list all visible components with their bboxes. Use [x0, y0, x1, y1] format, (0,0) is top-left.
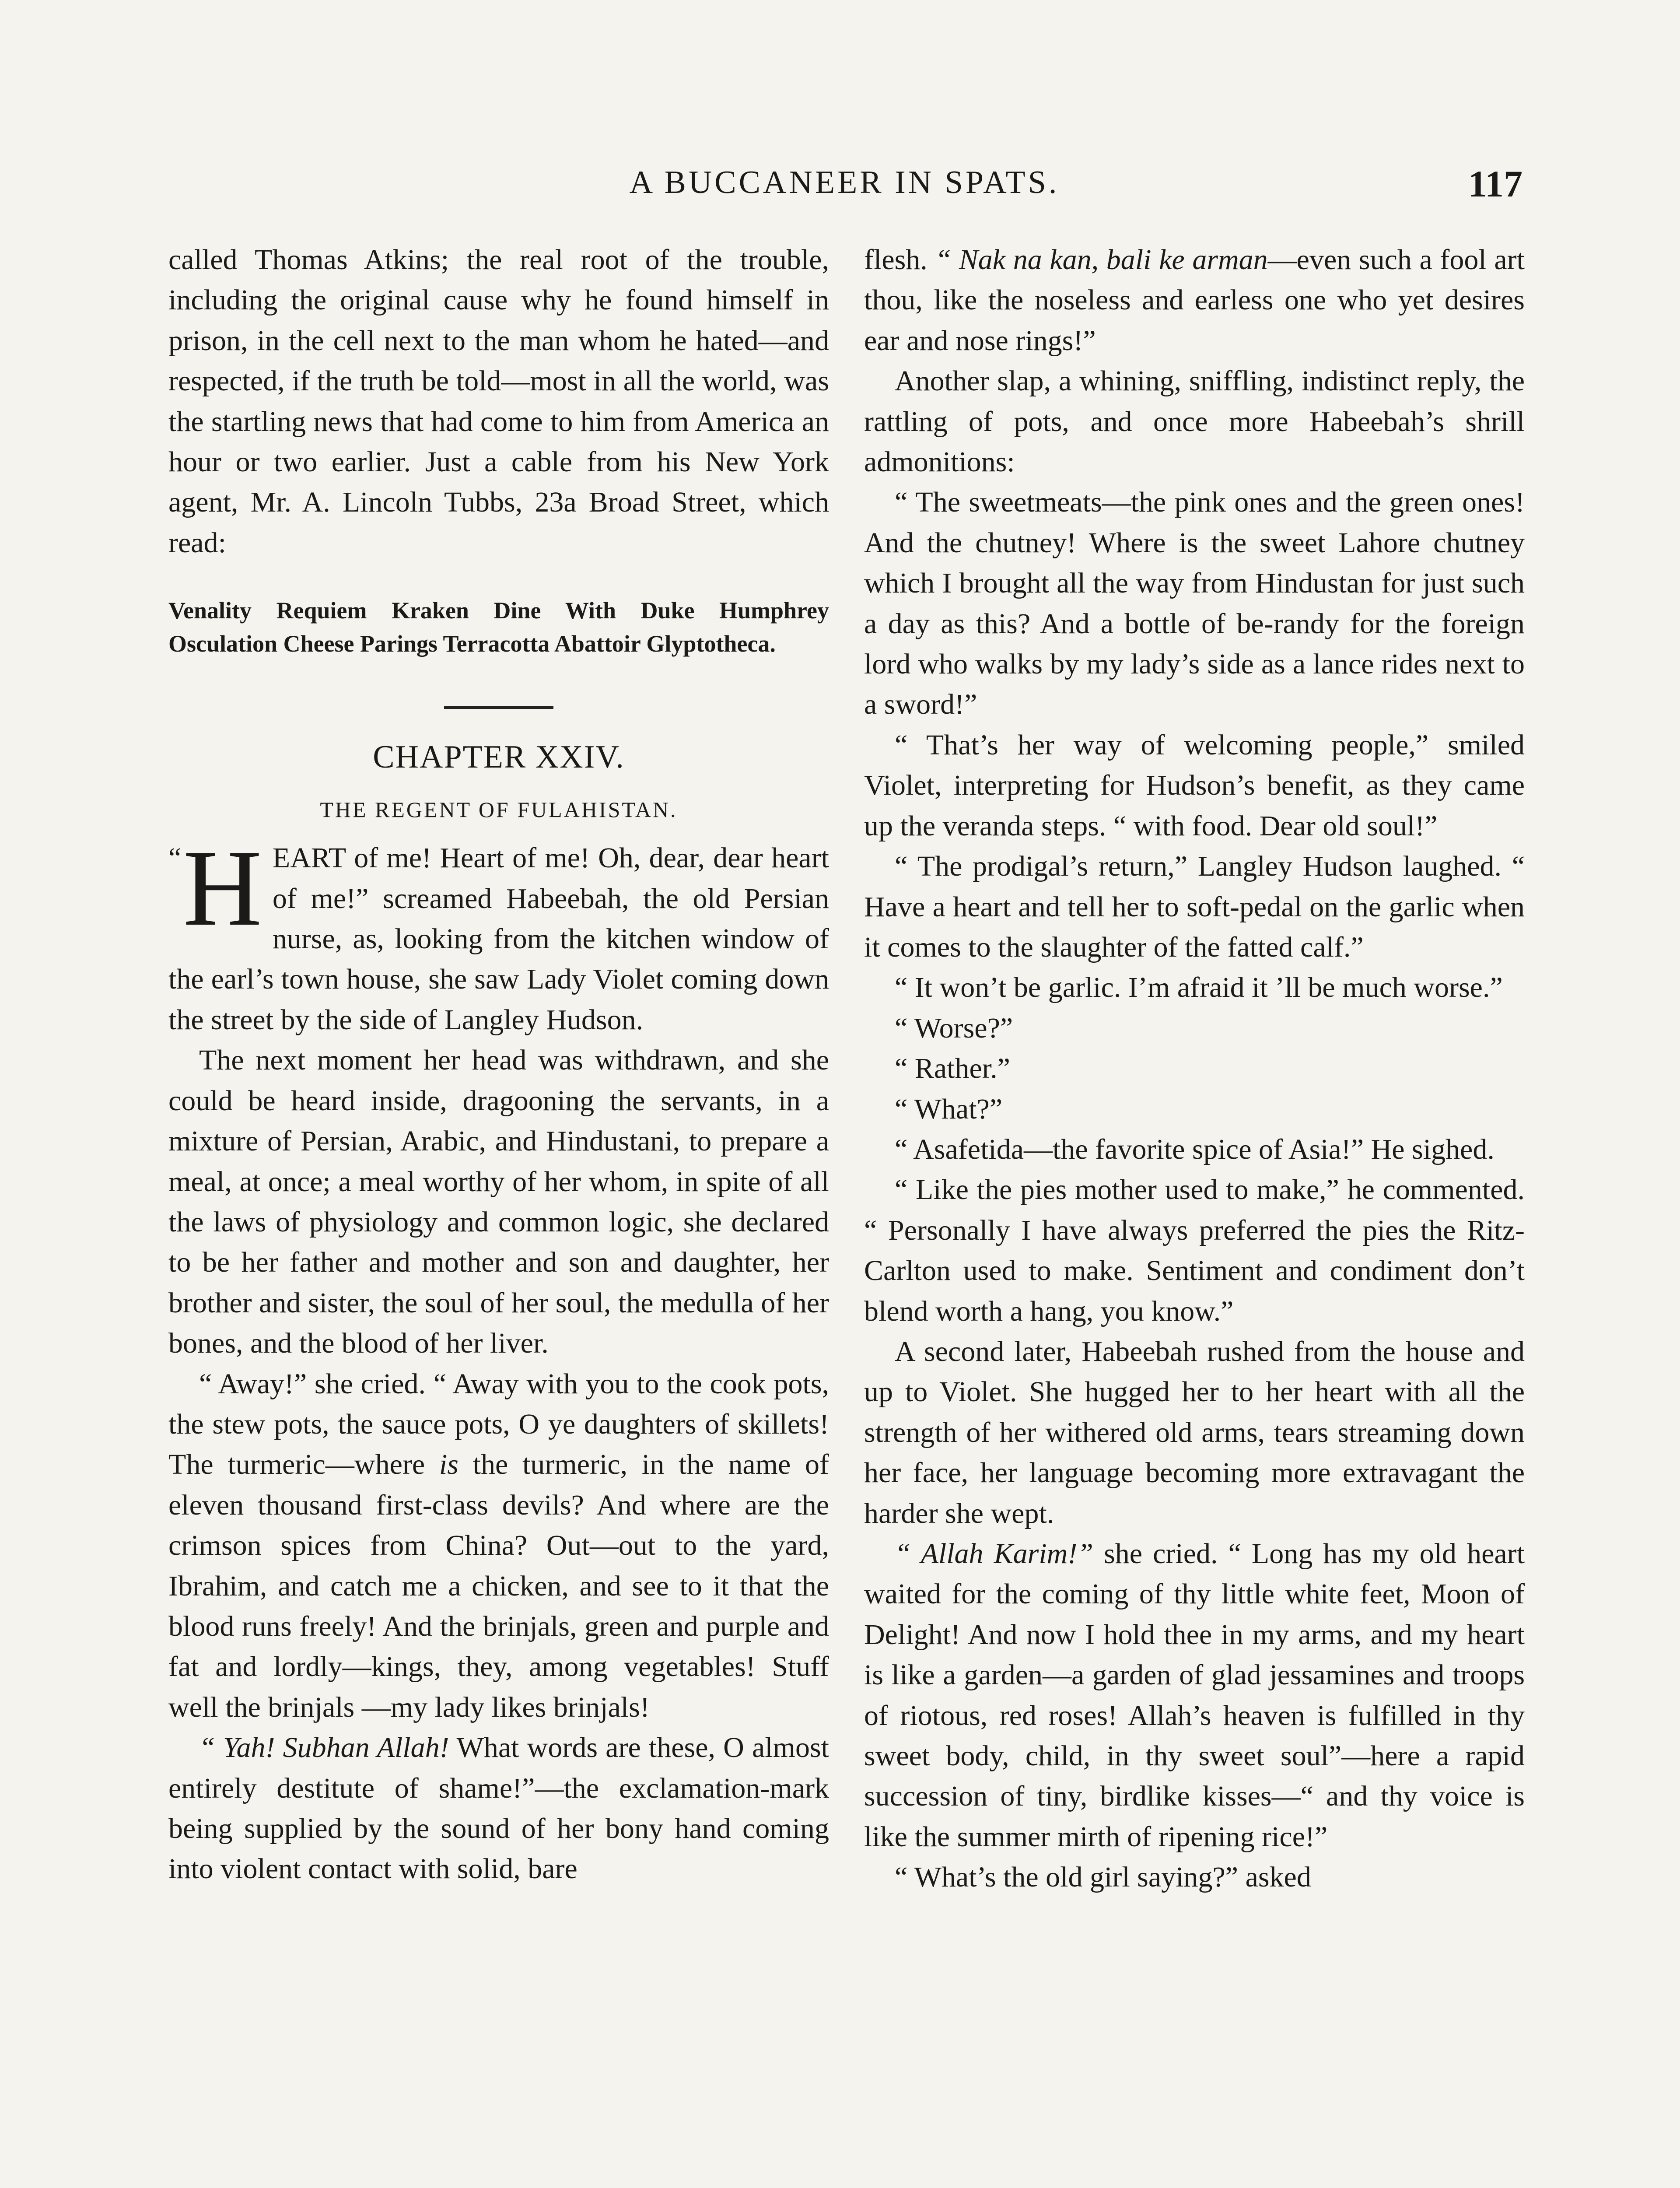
paragraph: “ The prodigal’s return,” Langley Hudson laughed. “ Have a heart and tell her to soft-pedal on the garlic when it comes to the slaughter of the fatted calf.”	[864, 850, 1525, 963]
page-number: 117	[1468, 163, 1522, 205]
paragraph: The next moment her head was withdrawn, and she could be heard inside, dragooning the servants, in a mixture of Persian, Arabic, and Hindustani, to prepare a meal, at once; a meal worthy of her whom, in spite of all the laws of physiology and common logic, she declared to be her father and mother and son and daughter, her brother and sister, the soul of her soul, the medulla of her bones, and the blood of her liver.	[168, 1044, 829, 1360]
paragraph-text: she cried. “ Long has my old heart waited for the coming of thy little white feet, Moon of Delight! And now I hold thee in my arms, and my heart is like a garden—a garden of glad jessamines and troops of riotous, red roses! Allah’s heaven is fulfilled in thy sweet body, child, in thy sweet soul”—here a rapid succession of tiny, birdlike kisses—“ and thy voice is like the summer mirth of ripening rice!”	[864, 1538, 1525, 1853]
running-title: A BUCCANEER IN SPATS.	[629, 165, 1060, 200]
section-divider	[444, 706, 553, 709]
italic-text: “ Nak na kan, bali ke arman	[935, 244, 1268, 276]
cable-text: Venality Requiem Kraken Dine With Duke Humphrey Osculation Cheese Parings Terracotta Abattoir Glyptotheca.	[168, 597, 829, 657]
paragraph-text: flesh.	[864, 244, 935, 276]
paragraph-text: What words are these, O almost entirely destitute of shame!”—the exclamation-mark being supplied by the sound of her bony hand coming into violent contact with solid, bare	[168, 1732, 829, 1885]
paragraph: “ Worse?”	[895, 1012, 1013, 1044]
paragraph: “ That’s her way of welcoming people,” smiled Violet, interpreting for Hudson’s benefit, as they came up the veranda steps. “ with food. Dear old soul!”	[864, 729, 1525, 842]
paragraph	[168, 1364, 829, 1728]
paragraph: “ Rather.”	[895, 1052, 1010, 1085]
paragraph-text: —even such a fool art thou, like the noseless and earless one who yet desires ear and nose rings!”	[864, 244, 1525, 357]
paragraph: “ What?”	[895, 1093, 1003, 1125]
paragraph: “ The sweetmeats—the pink ones and the green ones! And the chutney! Where is the sweet Lahore chutney which I brought all the way from Hindustan for just such a day as this? And a bottle of be-randy for the foreign lord who walks by my lady’s side as a lance rides next to a sword!”	[864, 486, 1525, 721]
opening-quote: “	[168, 842, 182, 874]
paragraph: A second later, Habeebah rushed from the house and up to Violet. She hugged her to her heart with all the strength of her withered old arms, tears streaming down her face, her language becoming more extravagant the harder she wept.	[864, 1335, 1525, 1529]
paragraph: “ Asafetida—the favorite spice of Asia!” He sighed.	[895, 1133, 1494, 1165]
paragraph-text: “ Away!” she cried. “ Away with you to the cook pots, the stew pots, the sauce pots, O ye daughters of skillets! The turmeric—where	[168, 1368, 829, 1481]
paragraph	[864, 240, 1525, 361]
drop-cap: H	[183, 828, 262, 949]
italic-text: “ Allah Karim!”	[895, 1538, 1094, 1570]
left-column	[168, 240, 829, 1890]
paragraph: “ Like the pies mother used to make,” he commented. “ Personally I have always preferred the pies the Ritz-Carlton used to make. Sentiment and condiment don’t blend worth a hang, you know.”	[864, 1174, 1525, 1327]
opening-paragraph-text: EART of me! Heart of me! Oh, dear, dear heart of me!” screamed Habeebah, the old Persian nurse, as, looking from the kitchen window of the earl’s town house, she saw Lady Violet coming down the street by the side of Langley Hudson.	[168, 842, 829, 1036]
italic-text: “ Yah! Subhan Allah!	[199, 1732, 449, 1764]
paragraph	[168, 1728, 829, 1890]
paragraph: “ It won’t be garlic. I’m afraid it ’ll be much worse.”	[895, 971, 1503, 1004]
paragraph	[864, 1534, 1525, 1857]
paragraph: called Thomas Atkins; the real root of the trouble, including the original cause why he found himself in prison, in the cell next to the man whom he hated—and respected, if the truth be told—most in all the world, was the startling news that had come to him from America an hour or two earlier. Just a cable from his New York agent, Mr. A. Lincoln Tubbs, 23a Broad Street, which read:	[168, 244, 829, 559]
page-header	[166, 162, 1522, 210]
right-column	[864, 240, 1525, 1898]
chapter-heading: CHAPTER XXIV.	[373, 739, 625, 775]
paragraph: Another slap, a whining, sniffling, indistinct reply, the rattling of pots, and once more Habeebah’s shrill admonitions:	[864, 365, 1525, 478]
paragraph: “ What’s the old girl saying?” asked	[895, 1861, 1311, 1893]
chapter-subtitle: THE REGENT OF FULAHISTAN.	[320, 797, 678, 822]
italic-text: is	[439, 1448, 458, 1481]
paragraph-text: the turmeric, in the name of eleven thousand first-class devils? And where are the crimson spices from China? Out—out to the yard, Ibrahim, and catch me a chicken, and see to it that the blood runs freely! And the brinjals, green and purple and fat and lordly—kings, they, among vegetables! Stuff well the brinjals —my lady likes brinjals!	[168, 1448, 829, 1723]
opening-paragraph	[168, 828, 829, 1040]
